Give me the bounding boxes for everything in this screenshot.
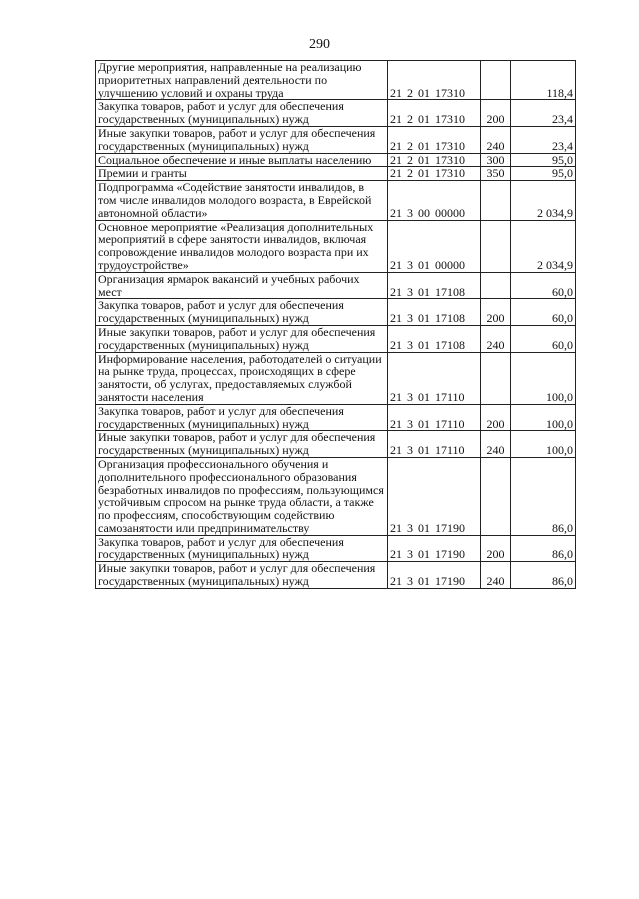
row-sum: 86,0	[511, 457, 576, 535]
row-vr	[481, 457, 511, 535]
row-sum: 2 034,9	[511, 181, 576, 220]
row-code: 21 3 01 17108	[388, 325, 481, 352]
row-sum: 23,4	[511, 126, 576, 153]
table-row	[96, 100, 576, 127]
budget-table	[95, 60, 576, 589]
row-code: 21 3 01 17190	[388, 535, 481, 562]
row-sum: 100,0	[511, 352, 576, 404]
row-vr	[481, 181, 511, 220]
row-vr: 350	[481, 167, 511, 181]
row-vr: 240	[481, 126, 511, 153]
row-name: Премии и гранты	[96, 167, 388, 181]
table-row	[96, 272, 576, 299]
row-code: 21 3 01 17190	[388, 562, 481, 589]
table-row	[96, 61, 576, 100]
row-sum: 86,0	[511, 535, 576, 562]
row-vr	[481, 61, 511, 100]
row-sum: 95,0	[511, 153, 576, 167]
table-row	[96, 325, 576, 352]
row-code: 21 3 01 17110	[388, 404, 481, 431]
row-sum: 100,0	[511, 404, 576, 431]
row-code: 21 3 01 17108	[388, 272, 481, 299]
row-code: 21 2 01 17310	[388, 153, 481, 167]
row-code: 21 2 01 17310	[388, 167, 481, 181]
table-row	[96, 299, 576, 326]
table-row	[96, 220, 576, 272]
table-row	[96, 126, 576, 153]
row-code: 21 3 01 00000	[388, 220, 481, 272]
row-name: Закупка товаров, работ и услуг для обеспечения государственных (муниципальных) нужд	[96, 100, 388, 127]
table-row	[96, 457, 576, 535]
row-code: 21 2 01 17310	[388, 126, 481, 153]
row-sum: 60,0	[511, 325, 576, 352]
row-code: 21 3 01 17110	[388, 431, 481, 458]
row-vr: 240	[481, 325, 511, 352]
row-code: 21 3 00 00000	[388, 181, 481, 220]
row-sum: 95,0	[511, 167, 576, 181]
table-row	[96, 535, 576, 562]
table-row	[96, 167, 576, 181]
row-name: Закупка товаров, работ и услуг для обеспечения государственных (муниципальных) нужд	[96, 535, 388, 562]
row-code: 21 3 01 17190	[388, 457, 481, 535]
row-name: Закупка товаров, работ и услуг для обеспечения государственных (муниципальных) нужд	[96, 404, 388, 431]
row-name: Иные закупки товаров, работ и услуг для обеспечения государственных (муниципальных) нужд	[96, 562, 388, 589]
row-name: Иные закупки товаров, работ и услуг для обеспечения государственных (муниципальных) нужд	[96, 325, 388, 352]
row-name: Основное мероприятие «Реализация дополнительных мероприятий в сфере занятости инвалидов, включая сопровождение инвалидов молодого возраста при их трудоустройстве»	[96, 220, 388, 272]
row-name: Организация ярмарок вакансий и учебных рабочих мест	[96, 272, 388, 299]
row-sum: 100,0	[511, 431, 576, 458]
row-sum: 60,0	[511, 299, 576, 326]
row-sum: 60,0	[511, 272, 576, 299]
row-vr	[481, 272, 511, 299]
row-sum: 118,4	[511, 61, 576, 100]
table-row	[96, 562, 576, 589]
row-name: Закупка товаров, работ и услуг для обеспечения государственных (муниципальных) нужд	[96, 299, 388, 326]
row-name: Организация профессионального обучения и дополнительного профессионального образования безработных инвалидов по профессиям, пользующимся устойчивым спросом на рынке труда области, а также по профессиям, способствующим содействию самозанятости или предпринимательству	[96, 457, 388, 535]
row-code: 21 3 01 17108	[388, 299, 481, 326]
table-row	[96, 431, 576, 458]
row-name: Информирование населения, работодателей о ситуации на рынке труда, процессах, происходящих в сфере занятости, об услугах, предоставляемых службой занятости населения	[96, 352, 388, 404]
row-sum: 86,0	[511, 562, 576, 589]
row-code: 21 2 01 17310	[388, 61, 481, 100]
row-code: 21 2 01 17310	[388, 100, 481, 127]
row-code: 21 3 01 17110	[388, 352, 481, 404]
page-number: 290	[309, 37, 330, 52]
table-row	[96, 153, 576, 167]
row-vr: 200	[481, 299, 511, 326]
table-row	[96, 181, 576, 220]
row-vr: 200	[481, 100, 511, 127]
row-sum: 23,4	[511, 100, 576, 127]
row-name: Иные закупки товаров, работ и услуг для обеспечения государственных (муниципальных) нужд	[96, 431, 388, 458]
row-vr: 240	[481, 562, 511, 589]
row-vr: 300	[481, 153, 511, 167]
table-row	[96, 404, 576, 431]
row-name: Социальное обеспечение и иные выплаты населению	[96, 153, 388, 167]
table-row	[96, 352, 576, 404]
row-sum: 2 034,9	[511, 220, 576, 272]
row-name: Другие мероприятия, направленные на реализацию приоритетных направлений деятельности по улучшению условий и охраны труда	[96, 61, 388, 100]
row-name: Подпрограмма «Содействие занятости инвалидов, в том числе инвалидов молодого возраста, в Еврейской автономной области»	[96, 181, 388, 220]
row-vr	[481, 220, 511, 272]
row-vr	[481, 352, 511, 404]
row-name: Иные закупки товаров, работ и услуг для обеспечения государственных (муниципальных) нужд	[96, 126, 388, 153]
row-vr: 240	[481, 431, 511, 458]
row-vr: 200	[481, 535, 511, 562]
row-vr: 200	[481, 404, 511, 431]
